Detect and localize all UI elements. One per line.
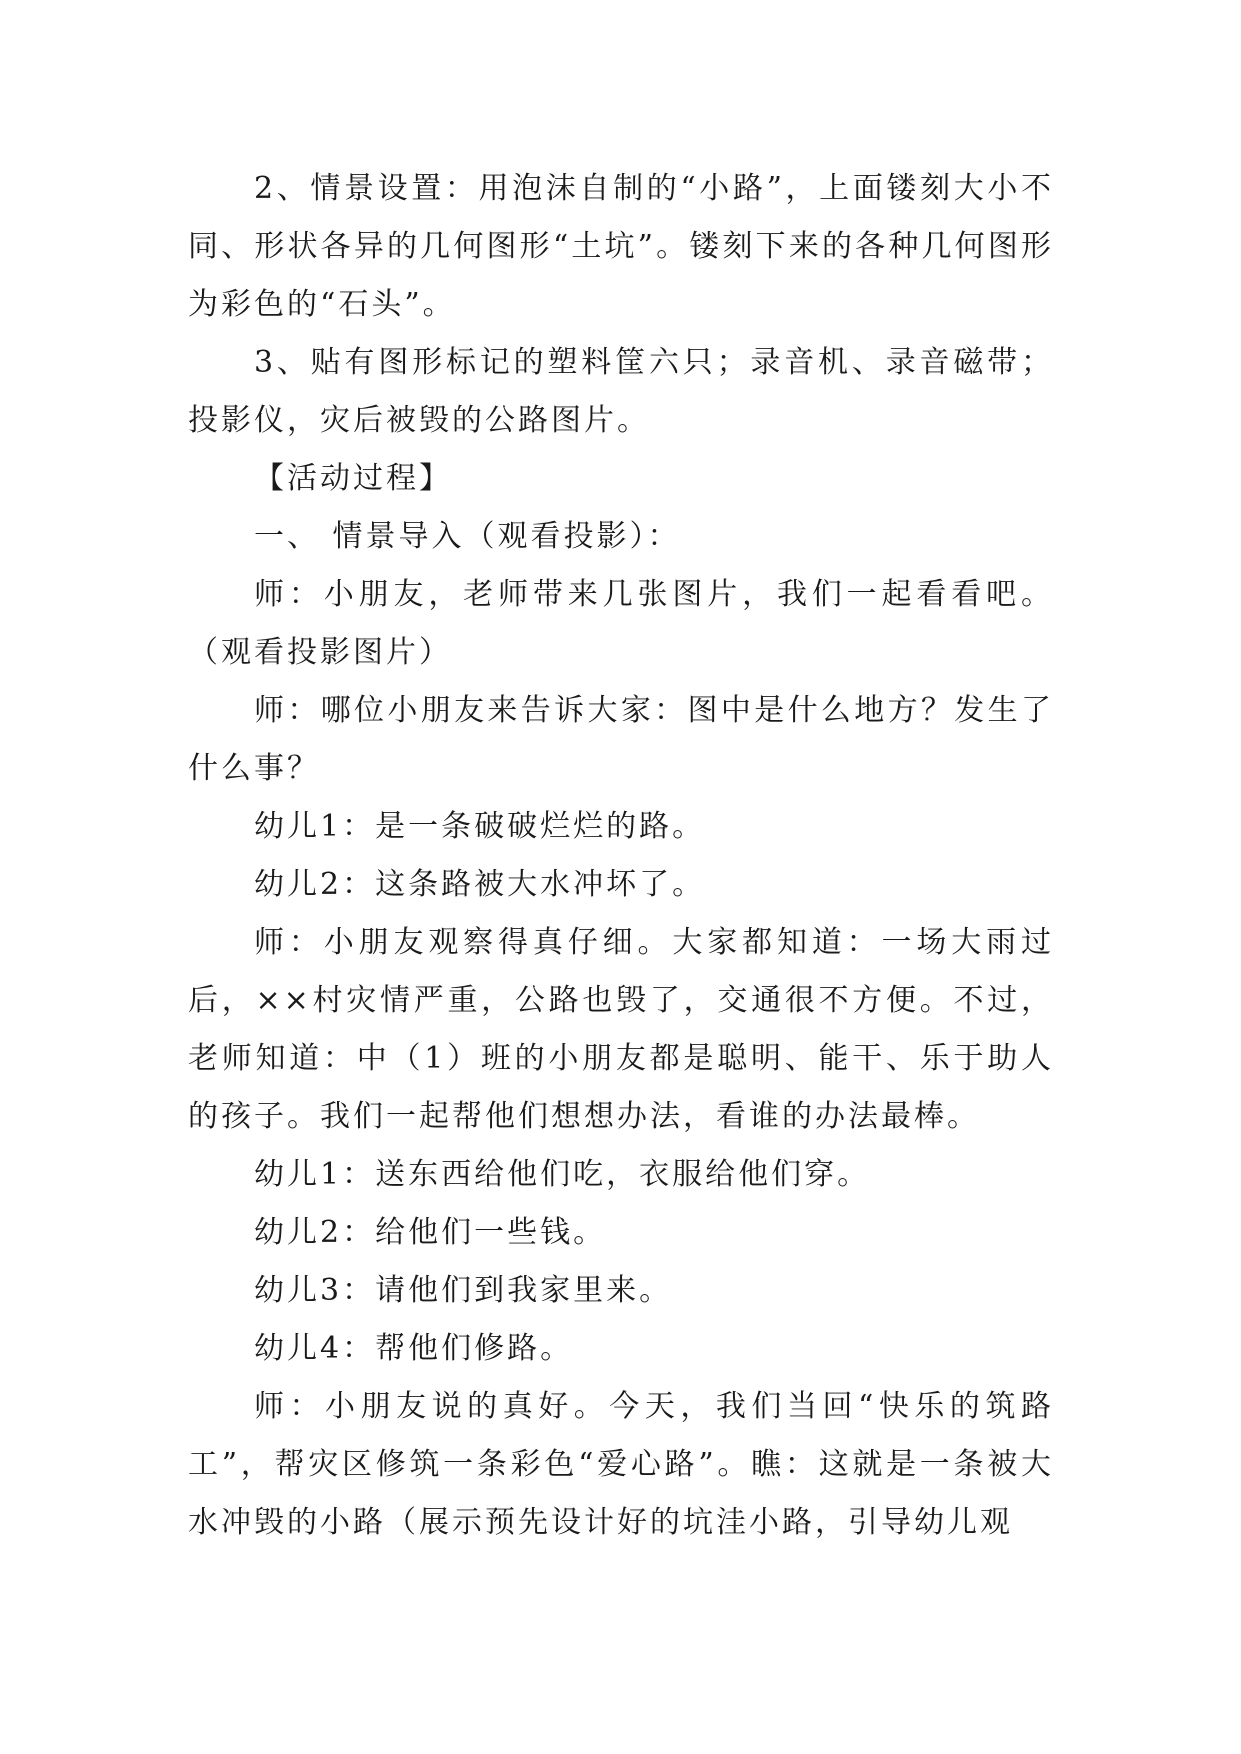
paragraph-child-1a: 幼儿1：是一条破破烂烂的路。	[254, 809, 706, 844]
paragraph-child-3: 幼儿3：请他们到我家里来。	[254, 1273, 673, 1308]
document-body	[188, 160, 1054, 1552]
paragraph-teacher-4: 师：小朋友说的真好。今天，我们当回“快乐的筑路工”，帮灾区修筑一条彩色“爱心路”。瞧：这就是一条被大水冲毁的小路（展示预先设计好的坑洼小路，引导幼儿观	[188, 1389, 1054, 1540]
paragraph-child-4: 幼儿4：帮他们修路。	[254, 1331, 574, 1366]
paragraph-child-2a: 幼儿2：这条路被大水冲坏了。	[254, 867, 706, 902]
paragraph-teacher-3: 师：小朋友观察得真仔细。大家都知道：一场大雨过后，××村灾情严重，公路也毁了，交通很不方便。不过，老师知道：中（1）班的小朋友都是聪明、能干、乐于助人的孩子。我们一起帮他们想想办法，看谁的办法最棒。	[188, 925, 1054, 1134]
subheading-scene-intro: 一、 情景导入（观看投影）：	[254, 519, 681, 554]
section-heading-activity-process: 【活动过程】	[254, 461, 452, 496]
paragraph-child-2b: 幼儿2：给他们一些钱。	[254, 1215, 607, 1250]
paragraph-teacher-1: 师：小朋友，老师带来几张图片，我们一起看看吧。（观看投影图片）	[188, 577, 1054, 670]
paragraph-teacher-2: 师：哪位小朋友来告诉大家：图中是什么地方？发生了什么事？	[188, 693, 1054, 786]
paragraph-scene-setup: 2、情景设置：用泡沫自制的“小路”，上面镂刻大小不同、形状各异的几何图形“土坑”。镂刻下来的各种几何图形为彩色的“石头”。	[188, 171, 1054, 322]
paragraph-materials: 3、贴有图形标记的塑料筐六只；录音机、录音磁带；投影仪，灾后被毁的公路图片。	[188, 345, 1054, 438]
paragraph-child-1b: 幼儿1：送东西给他们吃，衣服给他们穿。	[254, 1157, 871, 1192]
